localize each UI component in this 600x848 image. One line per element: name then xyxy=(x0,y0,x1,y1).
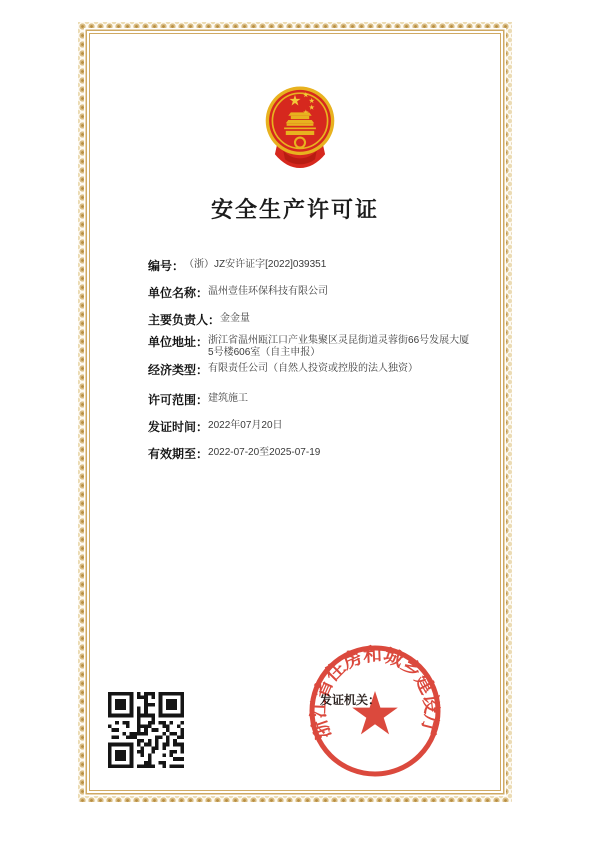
field-row-company-address xyxy=(148,333,483,359)
field-value: 温州壹佳环保科技有限公司 xyxy=(208,285,329,297)
issuer-label: 发证机关： xyxy=(320,693,381,707)
field-label: 主要负责人： xyxy=(148,313,221,327)
field-label: 许可范围： xyxy=(148,393,209,407)
field-value: 2022年07月20日 xyxy=(208,419,283,431)
field-label: 有效期至： xyxy=(148,447,209,461)
field-value: 2022-07-20至2025-07-19 xyxy=(208,446,321,458)
field-row-permit-scope xyxy=(148,391,483,408)
field-label: 编号： xyxy=(148,259,185,273)
field-label: 单位名称： xyxy=(148,286,209,300)
field-label: 单位地址： xyxy=(148,335,209,349)
field-row-license-number xyxy=(148,257,483,274)
field-value: 有限责任公司（自然人投资或控股的法人独资） xyxy=(208,362,419,374)
official-seal xyxy=(307,643,443,779)
field-label: 发证时间： xyxy=(148,420,209,434)
field-value: （浙）JZ安许证字[2022]039351 xyxy=(184,258,327,270)
certificate-title: 安全生产许可证 xyxy=(210,197,379,222)
qr-code xyxy=(108,690,184,770)
field-label: 经济类型： xyxy=(148,363,209,377)
field-row-responsible-person xyxy=(148,311,483,328)
star-icon xyxy=(352,691,398,734)
field-row-economic-type xyxy=(148,361,483,378)
field-value: 建筑施工 xyxy=(208,392,249,404)
field-row-company-name xyxy=(148,284,483,301)
china-national-emblem-icon xyxy=(258,84,342,176)
field-row-valid-until xyxy=(148,445,483,462)
field-row-issue-date xyxy=(148,418,483,435)
seal-text: 浙江省住房和城乡建设厅 xyxy=(308,644,442,742)
field-value: 浙江省温州瓯江口产业集聚区灵昆街道灵蓉街66号发展大厦5号楼606室（自主申报） xyxy=(208,334,470,358)
field-value: 金金量 xyxy=(220,312,251,324)
